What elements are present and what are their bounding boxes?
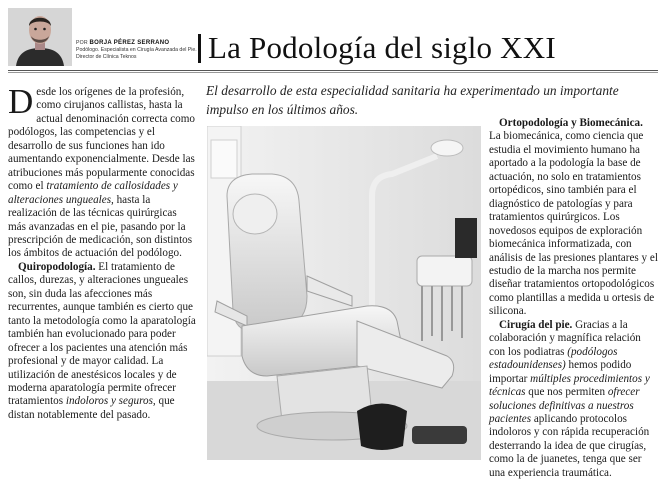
- author-role: Podólogo. Especialista en Cirugía Avanzada del Pie. Director de Clínica Teknos: [76, 47, 197, 60]
- subhead-cirugia: Cirugía del pie.: [499, 318, 573, 331]
- column-1: [8, 82, 196, 422]
- cirugia-text-d: aplicando protocolos indoloros y con rápida recuperación desterrando la idea de que cirugías, como la de juanetes, tenga que ser una experiencia traumática.: [489, 412, 650, 479]
- podiatry-chair-photo: [207, 126, 481, 460]
- author-byline: [76, 40, 206, 61]
- paragraph-biomecanica: [489, 117, 659, 130]
- header-rule: [8, 70, 658, 71]
- column-3: [489, 117, 659, 480]
- cirugia-emphasis-3: ofrecer soluciones definitivas a nuestros pacientes: [489, 386, 640, 425]
- cirugia-text-b: hemos podido importar: [489, 359, 632, 385]
- paragraph-intro: [8, 82, 196, 261]
- cirugia-text-c: que nos permiten: [525, 386, 608, 399]
- subhead-quiropodologia: Quiropodología.: [18, 260, 96, 273]
- author-prefix: POR: [76, 40, 88, 46]
- title-bar: [198, 34, 201, 63]
- author-name: BORJA PÉREZ SERRANO: [89, 40, 170, 46]
- cirugia-emphasis-1: (podólogos estadounidenses): [489, 345, 618, 372]
- cirugia-text-a: Gracias a la colaboración y magnífica relación con los podiatras: [489, 318, 641, 358]
- paragraph-quiropodologia: [8, 261, 196, 422]
- header-rule-secondary: [8, 72, 658, 73]
- quiro-text-end: que distan notablemente del pasado.: [8, 395, 175, 421]
- cirugia-emphasis-2: múltiples procedimientos y técnicas: [489, 372, 650, 399]
- quiro-text: El tratamiento de callos, durezas, y alteraciones ungueales son, sin duda las afecciones más recurrentes, aunque también es cierto que tanto la metodología como la aparatología también han evolucionado para poder ofrecer a los pacientes una atención más profesional y de mayor calidad. La utilización de anestésicos locales y de moderna aparatología permite ofrecer tratamientos: [8, 260, 196, 408]
- intro-text: esde los orígenes de la profesión, como cirujanos callistas, hasta la actual denominación correcta como podólogos, las competencias y el desarrollo de sus funciones han ido aumentando exponencialmente. Desde las atribuciones más popularmente conocidas como el: [8, 86, 195, 193]
- author-photo: [8, 8, 72, 66]
- article-title: La Podología del siglo XXI: [208, 30, 556, 65]
- drop-cap: D: [8, 82, 34, 121]
- quiro-emphasis: indoloros y seguros,: [65, 395, 156, 408]
- intro-text-end: hasta la realización de las técnicas quirúrgicas más avanzadas en el pie, pasando por la prescripción de medicación, son distintos los ámbitos de actuación del podólogo.: [8, 193, 193, 260]
- article-lede: El desarrollo de esta especialidad sanitaria ha experimentado un importante impulso en los últimos años.: [206, 83, 619, 117]
- intro-emphasis: tratamiento de callosidades y alteraciones ungueales,: [8, 180, 178, 206]
- biomecanica-text: La biomecánica, como ciencia que estudia el movimiento humano ha aportado a la podología la base de actuación, no solo en tratamientos ortopédicos, sino también para el diagnóstico de patologías y para tratamientos quirúrgicos. Los novedosos equipos de exploración biomecánica informatizada, con análisis de las presiones plantares y el estudio de la marcha nos permite diseñar tratamientos ortopodológicos como plantillas a medida u ortesis de silicona.: [489, 130, 658, 318]
- subhead-biomecanica: Ortopodología y Biomecánica.: [499, 117, 643, 129]
- paragraph-cirugia: [489, 319, 659, 480]
